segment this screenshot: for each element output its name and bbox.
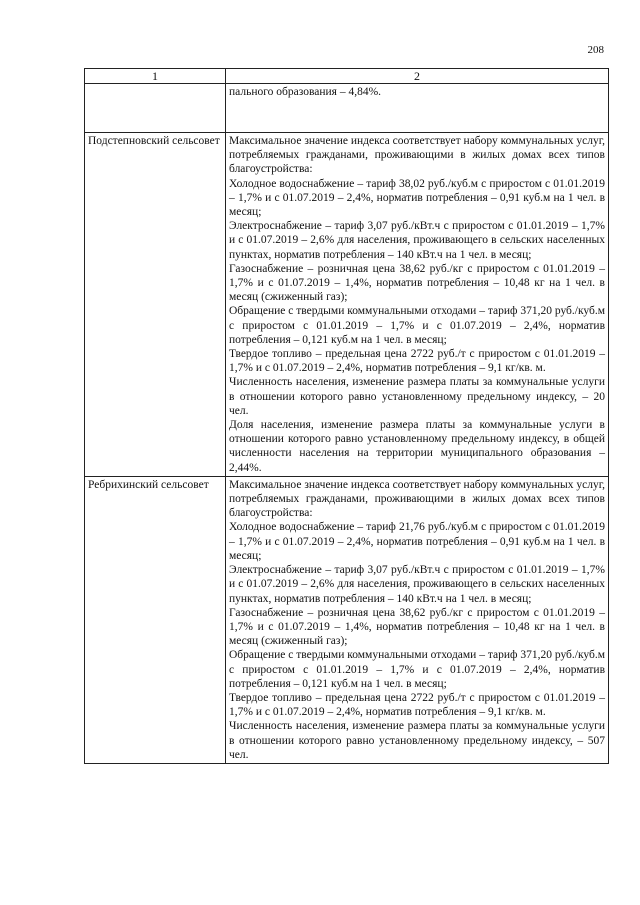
continued-text: пального образования – 4,84%. (229, 86, 382, 98)
municipality-name: Ребрихинский сельсовет (85, 476, 226, 763)
table-row (85, 133, 609, 477)
paragraph: Электроснабжение – тариф 3,07 руб./кВт.ч с приростом с 01.01.2019 – 1,7% и с 01.07.2019 – 2,6% для населения, проживающего в сельских населенных пунктах, норматив потребления – 140 кВт.ч на 1 чел. в месяц; (229, 564, 605, 605)
paragraph: Доля населения, изменение размера платы за коммунальные услуги в отношении которого равно установленному предельному индексу, в общей численности населения на территории муниципального образования – 2,44%. (229, 419, 605, 474)
index-table (84, 68, 609, 764)
paragraph: Холодное водоснабжение – тариф 21,76 руб./куб.м с приростом с 01.01.2019 – 1,7% и с 01.07.2019 – 2,4%, норматив потребления – 0,91 куб.м на 1 чел. в месяц; (229, 521, 605, 562)
table-row (85, 476, 609, 763)
paragraph: Газоснабжение – розничная цена 38,62 руб./кг с приростом с 01.01.2019 – 1,7% и с 01.07.2019 – 1,4%, норматив потребления – 10,48 кг на 1 чел. в месяц (сжиженный газ); (229, 606, 605, 648)
paragraph: Газоснабжение – розничная цена 38,62 руб./кг с приростом с 01.01.2019 – 1,7% и с 01.07.2019 – 1,4%, норматив потребления – 10,48 кг на 1 чел. в месяц (сжиженный газ); (229, 262, 605, 304)
municipality-cell-empty (85, 84, 226, 133)
paragraph: Максимальное значение индекса соответствует набору коммунальных услуг, потребляемых гражданами, проживающими в жилых домах всех типов благоустройства: (229, 478, 605, 520)
paragraph: Обращение с твердыми коммунальными отходами – тариф 371,20 руб./куб.м с приростом с 01.01.2019 – 1,7% и с 01.07.2019 – 2,4%, норматив потребления – 0,121 куб.м на 1 чел. в месяц; (229, 649, 605, 690)
paragraph: Электроснабжение – тариф 3,07 руб./кВт.ч с приростом с 01.01.2019 – 1,7% и с 01.07.2019 – 2,6% для населения, проживающего в сельских населенных пунктах, норматив потребления – 140 кВт.ч на 1 чел. в месяц; (229, 220, 605, 261)
paragraph: Численность населения, изменение размера платы за коммунальные услуги в отношении которого равно установленному предельному индексу, – 20 чел. (229, 376, 605, 417)
paragraph: Обращение с твердыми коммунальными отходами – тариф 371,20 руб./куб.м с приростом с 01.01.2019 – 1,7% и с 01.07.2019 – 2,4%, норматив потребления – 0,121 куб.м на 1 чел. в месяц; (229, 305, 605, 346)
paragraph: Холодное водоснабжение – тариф 38,02 руб./куб.м с приростом с 01.01.2019 – 1,7% и с 01.07.2019 – 2,4%, норматив потребления – 0,91 куб.м на 1 чел. в месяц; (229, 177, 605, 219)
continued-text-cell (226, 84, 609, 133)
paragraph: Численность населения, изменение размера платы за коммунальные услуги в отношении которого равно установленному предельному индексу, – 507 чел. (229, 720, 605, 761)
paragraph: Твердое топливо – предельная цена 2722 руб./т с приростом с 01.01.2019 – 1,7% и с 01.07.2019 – 2,4%, норматив потребления – 9,1 кг/кв. м. (229, 691, 605, 719)
header-col-1: 1 (85, 69, 226, 84)
municipality-name: Подстепновский сельсовет (85, 133, 226, 477)
header-row (85, 69, 609, 84)
paragraph: Твердое топливо – предельная цена 2722 руб./т с приростом с 01.01.2019 – 1,7% и с 01.07.2019 – 2,4%, норматив потребления – 9,1 кг/кв. м. (229, 348, 605, 375)
paragraph: Максимальное значение индекса соответствует набору коммунальных услуг, потребляемых гражданами, проживающими в жилых домах всех типов благоустройства: (229, 135, 605, 176)
page-number: 208 (587, 44, 604, 56)
header-col-2: 2 (226, 69, 609, 84)
description-cell (226, 133, 609, 477)
description-cell (226, 476, 609, 763)
table-row-continued (85, 84, 609, 133)
